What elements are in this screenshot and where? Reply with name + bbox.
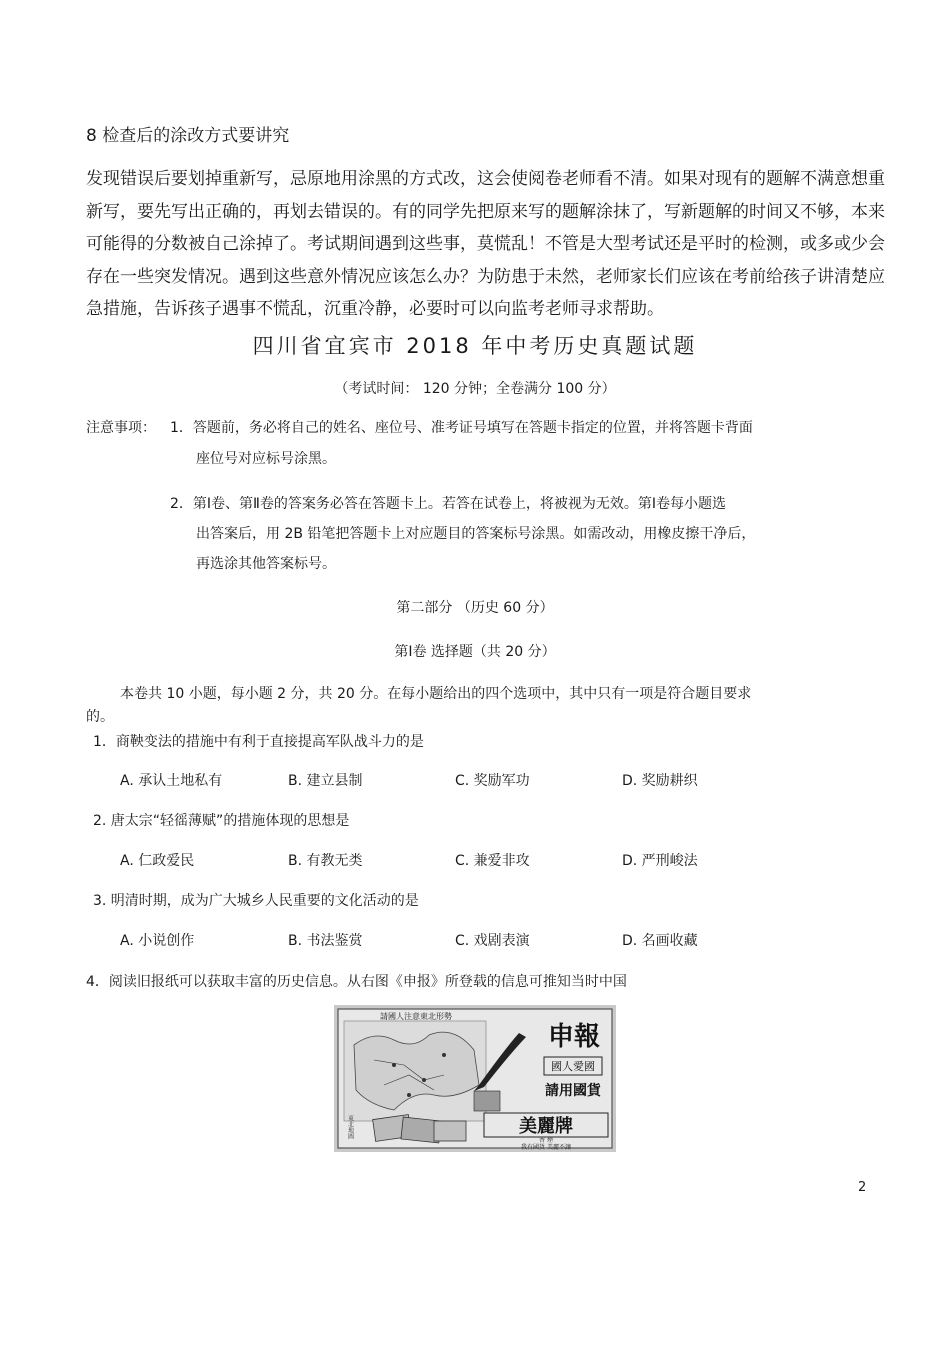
footer-text: 我有國貨 美麗不讓 xyxy=(521,1144,571,1151)
option-c: C. 兼爱非攻 xyxy=(455,853,530,869)
notice-item-2-line-3: 再选涂其他答案标号。 xyxy=(196,556,336,572)
tip-line: 可能得的分数被自己涂掉了。考试期间遇到这些事，莫慌乱！不管是大型考试还是平时的检测，或多或少会 xyxy=(86,234,885,254)
tip-heading: 8 检查后的涂改方式要讲究 xyxy=(86,126,290,146)
option-d: D. 严刑峻法 xyxy=(622,853,698,869)
brand-sub: 香 煙 xyxy=(539,1137,553,1144)
volume-heading: 第Ⅰ卷 选择题（共 20 分） xyxy=(394,644,556,660)
option-d: D. 奖励耕织 xyxy=(622,773,698,789)
map-area xyxy=(344,1021,486,1121)
brand-name: 美麗牌 xyxy=(519,1116,573,1137)
question-stem: 2. 唐太宗“轻徭薄赋”的措施体现的思想是 xyxy=(93,813,350,829)
notice-label: 注意事项： xyxy=(86,420,156,436)
part-heading: 第二部分 （历史 60 分） xyxy=(396,600,554,616)
option-c: C. 戏剧表演 xyxy=(455,933,530,949)
exam-time: （考试时间： 120 分钟；全卷满分 100 分） xyxy=(334,381,616,397)
notice-item-2-line-1: 2．第Ⅰ卷、第Ⅱ卷的答案务必答在答题卡上。若答在试卷上，将被视为无效。第Ⅰ卷每小题选 xyxy=(170,496,727,512)
volume-intro-line-1: 本卷共 10 小题，每小题 2 分，共 20 分。在每小题给出的四个选项中，其中只有一项是符合题目要求 xyxy=(120,686,752,702)
exam-title: 四川省宜宾市 2018 年中考历史真题试题 xyxy=(252,334,698,358)
option-a: A. 小说创作 xyxy=(120,933,195,949)
option-b: B. 书法鉴赏 xyxy=(288,933,363,949)
volume-intro-line-2: 的。 xyxy=(86,709,114,725)
notice-item-2-line-2: 出答案后，用 2B 铅笔把答题卡上对应题目的答案标号涂黑。如需改动，用橡皮擦干净后， xyxy=(196,526,756,542)
notice-item-1-line-2: 座位号对应标号涂黑。 xyxy=(196,451,336,467)
slogan-2: 請用國貨 xyxy=(545,1083,601,1099)
page-number: 2 xyxy=(858,1180,867,1195)
tip-paragraph xyxy=(86,163,885,326)
tip-line: 存在一些突发情况。遇到这些意外情况应该怎么办？为防患于未然，老师家长们应该在考前给孩子讲清楚应 xyxy=(86,266,885,287)
shenbao-newspaper-image xyxy=(334,1005,616,1152)
question-stem: 4．阅读旧报纸可以获取丰富的历史信息。从右图《申报》所登载的信息可推知当时中国 xyxy=(86,974,627,990)
masthead: 申報 xyxy=(547,1022,601,1052)
tip-line: 发现错误后要划掉重新写，忌原地用涂黑的方式改，这会使阅卷老师看不清。如果对现有的题解不满意想重 xyxy=(86,169,885,189)
slogan-1: 國人愛國 xyxy=(551,1060,595,1073)
side-text: 東北地圖 xyxy=(346,1115,354,1139)
question-stem: 1．商鞅变法的措施中有利于直接提高军队战斗力的是 xyxy=(93,734,424,750)
option-b: B. 有教无类 xyxy=(288,853,363,869)
tip-line: 新写，要先写出正确的，再划去错误的。有的同学先把原来写的题解涂抹了，写新题解的时间又不够，本来 xyxy=(86,201,885,222)
map-caption: 請國人注意東北形勢 xyxy=(380,1012,452,1021)
option-c: C. 奖励军功 xyxy=(455,773,530,789)
option-b: B. 建立县制 xyxy=(288,773,363,789)
notice-item-1-line-1: 1．答题前，务必将自己的姓名、座位号、准考证号填写在答题卡指定的位置，并将答题卡背面 xyxy=(170,420,753,436)
option-a: A. 承认土地私有 xyxy=(120,773,223,789)
tip-line: 急措施，告诉孩子遇事不慌乱，沉重冷静，必要时可以向监考老师寻求帮助。 xyxy=(86,299,664,319)
question-stem: 3. 明清时期，成为广大城乡人民重要的文化活动的是 xyxy=(93,893,419,909)
option-a: A. 仁政爱民 xyxy=(120,853,195,869)
option-d: D. 名画收藏 xyxy=(622,933,698,949)
